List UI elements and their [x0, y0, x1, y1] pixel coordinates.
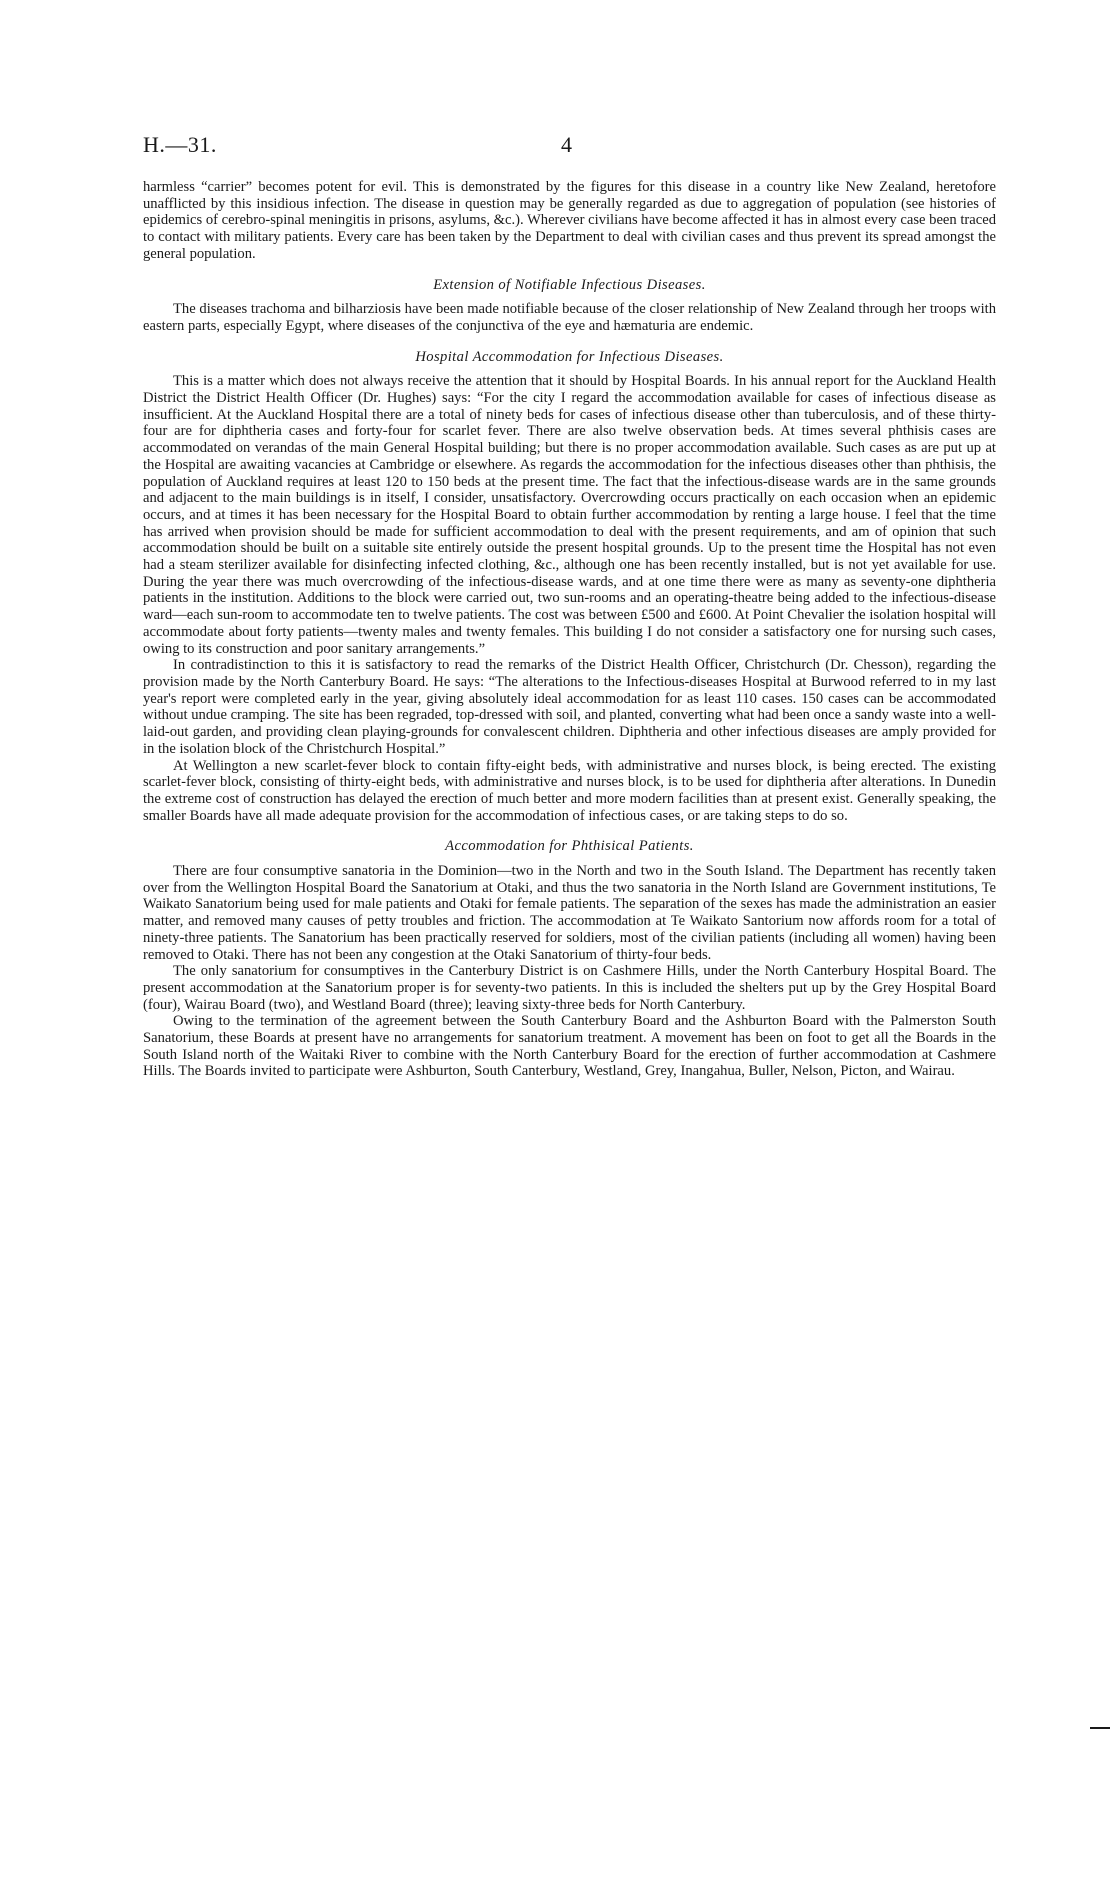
paragraph: The diseases trachoma and bilharziosis have been made notifiable because of the closer relationship of New Zealand through her troops with eastern parts, especially Egypt, where diseases of the conjunctiva of the eye and hæmaturia are endemic. [143, 301, 996, 334]
paragraph: The only sanatorium for consumptives in the Canterbury District is on Cashmere Hills, under the North Canterbury Hospital Board. The present accommodation at the Sanatorium proper is for seventy-two patients. In this is included the shelters put up by the Grey Hospital Board (four), Wairau Board (two), and Westland Board (three); leaving sixty-three beds for North Canterbury. [143, 963, 996, 1013]
section-heading-notifiable-diseases: Extension of Notifiable Infectious Diseases. [433, 276, 706, 293]
paragraph: Owing to the termination of the agreement between the South Canterbury Board and the Ashburton Board with the Palmerston South Sanatorium, these Boards at present have no arrangements for sanatorium treatment. A movement has been on foot to get all the Boards in the South Island north of the Waitaki River to combine with the North Canterbury Board for the erection of further accommodation at Cashmere Hills. The Boards invited to participate were Ashburton, South Canterbury, Westland, Grey, Inangahua, Buller, Nelson, Picton, and Wairau. [143, 1013, 996, 1080]
body-text [143, 179, 996, 1080]
paragraph: At Wellington a new scarlet-fever block to contain fifty-eight beds, with administrative and nurses block, is being erected. The existing scarlet-fever block, consisting of thirty-eight beds, with administrative and nurses block, is to be used for diphtheria after alterations. In Dunedin the extreme cost of construction has delayed the erection of much better and more modern facilities than at present exist. Generally speaking, the smaller Boards have all made adequate provision for the accommodation of infectious cases, or are taking steps to do so. [143, 757, 996, 824]
margin-dash-mark [1090, 1727, 1110, 1729]
paragraph: This is a matter which does not always receive the attention that it should by Hospital Boards. In his annual report for the Auckland Health District the District Health Officer (Dr. Hughes) says: “For the city I regard the accommodation available for cases of infectious disease as insufficient. At the Auckland Hospital there are a total of ninety beds for cases of infectious disease other than tuberculosis, and of these thirty-four are for diphtheria cases and forty-four for scarlet fever. There are also twelve observation beds. At times several phthisis cases are accommodated on verandas of the main General Hospital building; but there is no proper accommodation available. Such cases as are put up at the Hospital are awaiting vacancies at Cambridge or elsewhere. As regards the accommodation for the infectious diseases other than phthisis, the population of Auckland requires at least 120 to 150 beds at the present time. The fact that the infectious-disease wards are in the same grounds and adjacent to the main buildings is in itself, I consider, unsatisfactory. Overcrowding occurs practically on each occasion when an epidemic occurs, and at times it has been necessary for the Hospital Board to obtain further accommodation by renting a large house. I feel that the time has arrived when provision should be made for sufficient accommodation to deal with the present requirements, and am of opinion that such accommodation should be built on a suitable site entirely outside the present hospital grounds. Up to the present time the Hospital has not even had a steam sterilizer available for disinfecting infected clothing, &c., although one has been recently installed, but is not yet available for use. During the year there was much overcrowding of the infectious-disease wards, and at one time there were as many as seventy-one diphtheria patients in the institution. Additions to the block were carried out, two sun-rooms and an operating-theatre being added to the infectious-disease ward—each sun-room to accommodate ten to twelve patients. The cost was between £500 and £600. At Point Chevalier the isolation hospital will accommodate about forty patients—twenty males and twenty females. This building I do not consider a satisfactory one for nursing such cases, owing to its construction and poor sanitary arrangements.” [143, 373, 996, 657]
section-heading-hospital-accommodation: Hospital Accommodation for Infectious Diseases. [415, 348, 724, 365]
page-header [143, 132, 996, 162]
document-reference: H.—31. [143, 132, 217, 157]
paragraph-continuation: harmless “carrier” becomes potent for evil. This is demonstrated by the figures for this disease in a country like New Zealand, heretofore unafflicted by this insidious infection. The disease in question may be generally regarded as due to aggregation of population (see histories of epidemics of cerebro-spinal meningitis in prisons, asylums, &c.). Wherever civilians have become affected it has in almost every case been traced to contact with military patients. Every care has been taken by the Department to deal with civilian cases and thus prevent its spread amongst the general population. [143, 179, 996, 262]
section-heading-phthisical-patients: Accommodation for Phthisical Patients. [445, 838, 694, 855]
paragraph: There are four consumptive sanatoria in the Dominion—two in the North and two in the South Island. The Department has recently taken over from the Wellington Hospital Board the Sanatorium at Otaki, and thus the two sanatoria in the North Island are Government institutions, Te Waikato Sanatorium being used for male patients and Otaki for female patients. The separation of the sexes has made the administration an easier matter, and removed many causes of petty troubles and friction. The accommodation at Te Waikato Santorium now affords room for a total of ninety-three patients. The Sanatorium has been practically reserved for soldiers, most of the civilian patients (including all women) having been removed to Otaki. There has not been any congestion at the Otaki Sanatorium of thirty-four beds. [143, 863, 996, 963]
paragraph: In contradistinction to this it is satisfactory to read the remarks of the District Health Officer, Christchurch (Dr. Chesson), regarding the provision made by the North Canterbury Board. He says: “The alterations to the Infectious-diseases Hospital at Burwood referred to in my last year's report were completed early in the year, giving absolutely ideal accommodation for as least 110 cases. 150 cases can be accommodated without undue cramping. The site has been regraded, top-dressed with soil, and planted, converting what had been once a sandy waste into a well-laid-out garden, and providing clean playing-grounds for convalescent children. Diphtheria and other infectious diseases are amply provided for in the isolation block of the Christchurch Hospital.” [143, 657, 996, 757]
page-number: 4 [561, 132, 572, 157]
